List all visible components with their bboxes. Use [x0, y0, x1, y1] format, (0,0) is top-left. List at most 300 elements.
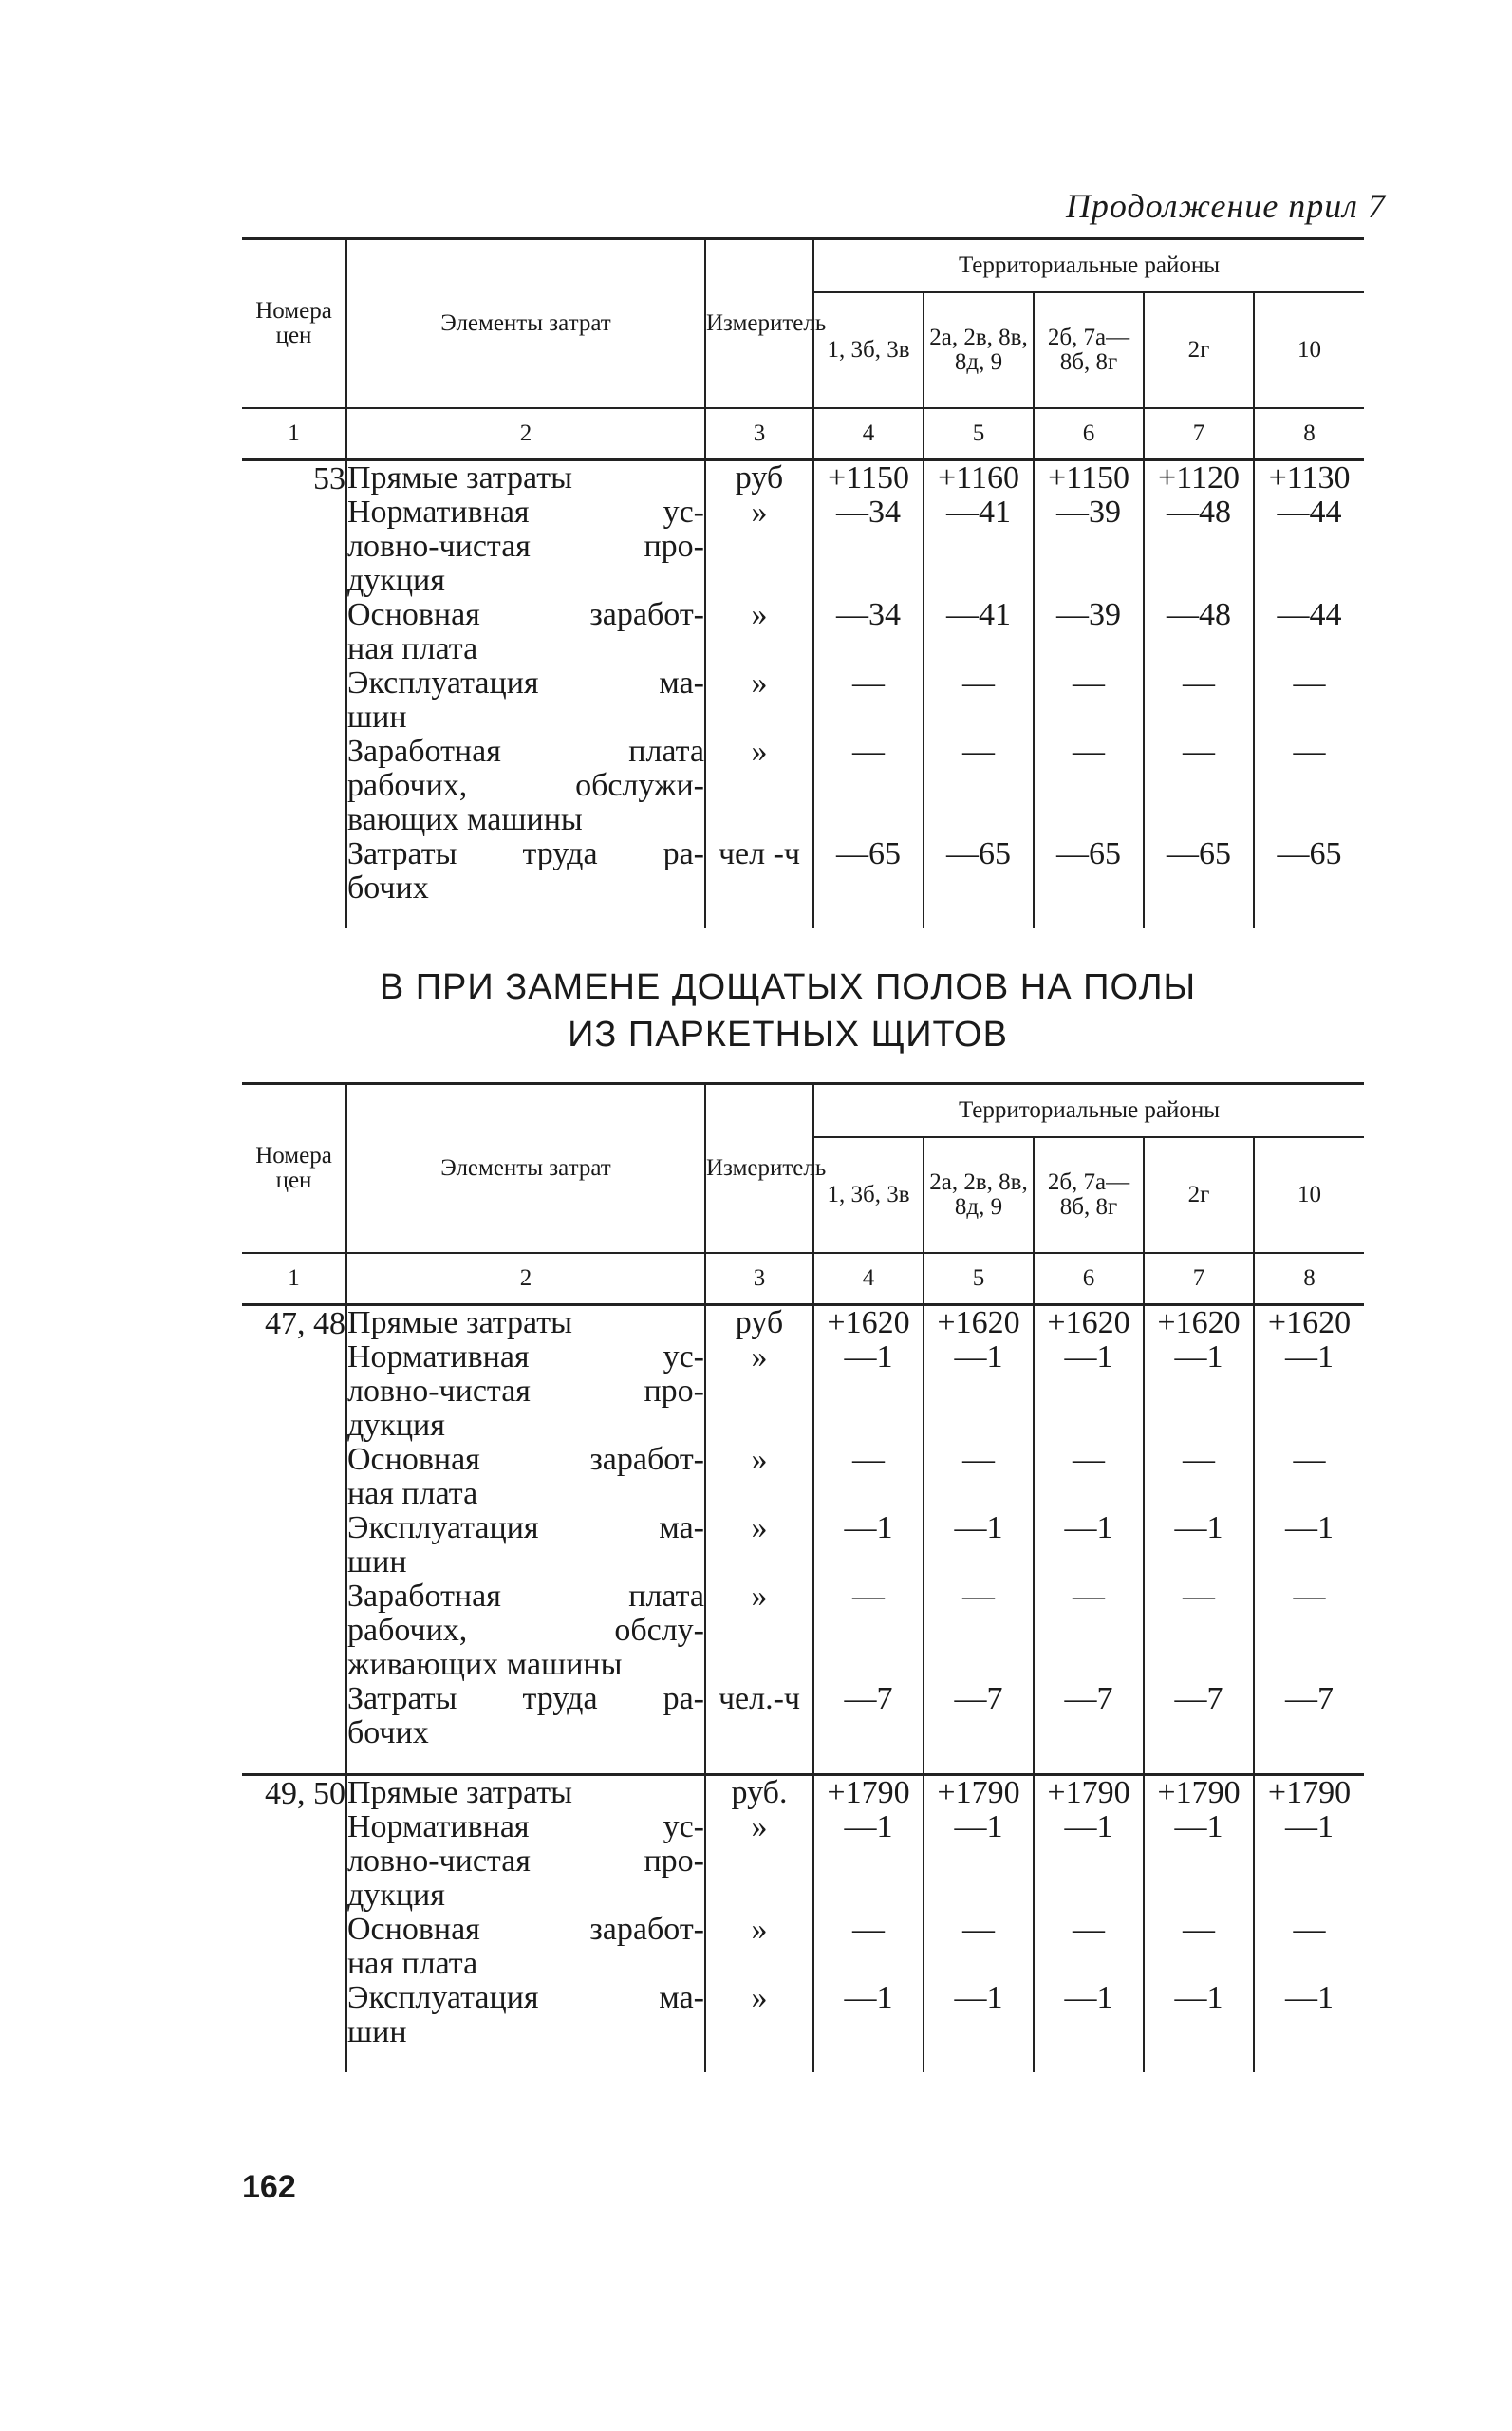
cost-value: +1150 — [828, 460, 909, 496]
column-index: 3 — [705, 408, 813, 460]
spacer-line — [1145, 1716, 1253, 1750]
column-index: 6 — [1034, 408, 1144, 460]
spacer-line — [706, 1648, 812, 1682]
header-district: 1, 3б, 3в — [813, 292, 924, 408]
spacer-line — [1255, 1879, 1364, 1913]
column-index: 4 — [813, 408, 924, 460]
header-district: 10 — [1297, 337, 1322, 363]
spacer-line — [924, 1614, 1033, 1648]
spacer-line — [1255, 1477, 1364, 1511]
continuation-label: Продолжение прил 7 — [1065, 187, 1386, 225]
spacer-line — [706, 1409, 812, 1443]
cost-value: —1 — [1174, 1510, 1223, 1545]
spacer-line — [924, 530, 1033, 564]
unit-value: » — [751, 1510, 768, 1545]
cost-value: —1 — [1174, 1809, 1223, 1844]
cost-value: +1790 — [1157, 1775, 1241, 1810]
spacer-line — [1035, 1374, 1143, 1409]
spacer-line — [706, 1545, 812, 1580]
value-cell — [924, 1305, 1034, 1775]
cost-value: —7 — [1064, 1681, 1113, 1716]
cost-element-line: Затраты труда ра- — [347, 1681, 704, 1716]
unit-value: » — [751, 1339, 768, 1374]
spacer-line — [814, 1947, 923, 1981]
cost-value: — — [1073, 665, 1105, 701]
cost-value: —1 — [954, 1339, 1003, 1374]
spacer-line — [814, 1477, 923, 1511]
cost-value: +1790 — [1047, 1775, 1130, 1810]
table-body — [242, 1305, 1364, 2073]
spacer-line — [706, 803, 812, 837]
cost-value: —39 — [1056, 495, 1121, 530]
cost-value: —65 — [946, 836, 1011, 871]
value-cell — [1034, 1775, 1144, 2073]
header-district: 2а, 2в, 8в, 8д, 9 — [924, 292, 1034, 408]
value-cell — [1254, 460, 1364, 929]
spacer-line — [924, 871, 1033, 906]
cost-table-2 — [242, 1082, 1364, 2072]
cost-value: —1 — [844, 1980, 893, 2015]
column-index: 8 — [1254, 408, 1364, 460]
spacer-line — [924, 803, 1033, 837]
cost-value: —48 — [1167, 597, 1231, 632]
spacer-line — [1145, 1614, 1253, 1648]
cost-value: +1120 — [1158, 460, 1240, 496]
column-index: 7 — [1144, 1253, 1254, 1305]
spacer-line — [814, 1374, 923, 1409]
spacer-line — [1145, 2015, 1253, 2049]
spacer-line — [1035, 1716, 1143, 1750]
price-number: 49, 50 — [242, 1775, 346, 2073]
cost-value: —7 — [844, 1681, 893, 1716]
cost-value: +1790 — [1267, 1775, 1352, 1810]
cost-element-line: дукция — [347, 1408, 445, 1443]
cost-value: —48 — [1167, 495, 1231, 530]
cost-value: —44 — [1277, 495, 1342, 530]
cost-value: — — [1293, 734, 1326, 769]
spacer-line — [1145, 871, 1253, 906]
spacer-line — [1255, 1374, 1364, 1409]
unit-value: » — [751, 734, 768, 769]
cost-element-line: Заработная плата — [347, 734, 704, 769]
spacer-line — [924, 701, 1033, 735]
spacer-line — [924, 1879, 1033, 1913]
cost-value: — — [1183, 1912, 1215, 1947]
spacer-line — [706, 1374, 812, 1409]
header-district: 1, 3б, 3в — [813, 1137, 924, 1253]
spacer-line — [924, 1374, 1033, 1409]
spacer-line — [1035, 564, 1143, 598]
spacer-line — [1145, 632, 1253, 666]
cost-value: —65 — [1167, 836, 1231, 871]
cost-value: — — [1293, 1442, 1326, 1477]
spacer-line — [1145, 1545, 1253, 1580]
spacer-line — [1145, 769, 1253, 803]
cost-element-line: рабочих, обслу- — [347, 1613, 704, 1648]
spacer-line — [706, 1716, 812, 1750]
cost-value: —34 — [836, 495, 901, 530]
spacer-line — [1035, 701, 1143, 735]
unit-value: руб. — [731, 1775, 788, 1810]
spacer-line — [814, 1716, 923, 1750]
spacer-line — [1035, 1648, 1143, 1682]
unit-value: » — [751, 1579, 768, 1614]
spacer-line — [1145, 1374, 1253, 1409]
value-cell — [1144, 460, 1254, 929]
section-title-line: ИЗ ПАРКЕТНЫХ ЩИТОВ — [568, 1015, 1008, 1055]
cost-value: — — [1073, 1579, 1105, 1614]
spacer-line — [924, 632, 1033, 666]
cost-value: —65 — [1056, 836, 1121, 871]
section-title — [313, 963, 1262, 1058]
unit-value: » — [751, 665, 768, 701]
unit-value: руб — [735, 460, 784, 496]
unit-value: » — [751, 1912, 768, 1947]
cost-value: — — [852, 1579, 885, 1614]
value-cell — [1254, 1775, 1364, 2073]
cost-element-line: ловно-чистая про- — [347, 529, 704, 564]
header-district: 2б, 7а—8б, 8г — [1034, 1137, 1144, 1253]
spacer-line — [924, 2015, 1033, 2049]
cost-element-line: ловно-чистая про- — [347, 1374, 704, 1409]
spacer-line — [1255, 701, 1364, 735]
spacer-line — [1145, 1879, 1253, 1913]
cost-value: —1 — [954, 1980, 1003, 2015]
column-index: 6 — [1034, 1253, 1144, 1305]
spacer-line — [1035, 1545, 1143, 1580]
header-territorial: Территориальные районы — [813, 1084, 1364, 1138]
unit-value: руб — [735, 1305, 784, 1340]
cost-element-line: ловно-чистая про- — [347, 1843, 704, 1879]
cost-value: — — [1073, 1912, 1105, 1947]
cost-element-line: ная плата — [347, 1946, 478, 1981]
cost-element-line: Основная заработ- — [347, 1912, 704, 1947]
spacer-line — [1255, 632, 1364, 666]
spacer-line — [1255, 1409, 1364, 1443]
cost-value: —44 — [1277, 597, 1342, 632]
spacer-line — [706, 2015, 812, 2049]
spacer-line — [814, 803, 923, 837]
cost-value: —1 — [1064, 1339, 1113, 1374]
spacer-line — [1255, 1648, 1364, 1682]
spacer-line — [706, 769, 812, 803]
header-district: 2а, 2в, 8в, 8д, 9 — [924, 1137, 1034, 1253]
cost-value: —1 — [1064, 1510, 1113, 1545]
cost-element-line: Эксплуатация ма- — [347, 665, 704, 701]
cost-value: —39 — [1056, 597, 1121, 632]
table-row — [242, 1775, 1364, 2073]
spacer-line — [1145, 701, 1253, 735]
cost-value: —1 — [1064, 1809, 1113, 1844]
price-number: 53 — [242, 460, 346, 929]
price-number: 47, 48 — [242, 1305, 346, 1775]
value-cell — [1034, 460, 1144, 929]
cost-table-1 — [242, 237, 1364, 928]
spacer-line — [1035, 803, 1143, 837]
column-index: 1 — [242, 408, 346, 460]
cost-value: —1 — [844, 1510, 893, 1545]
spacer-line — [706, 701, 812, 735]
spacer-line — [814, 1614, 923, 1648]
cost-value: — — [1183, 665, 1215, 701]
cost-value: +1620 — [1157, 1305, 1241, 1340]
cost-value: — — [1183, 1579, 1215, 1614]
column-index: 3 — [705, 1253, 813, 1305]
cost-element-line: Основная заработ- — [347, 1442, 704, 1477]
spacer-line — [1035, 1477, 1143, 1511]
cost-value: — — [962, 1442, 995, 1477]
cost-element-line: Нормативная ус- — [347, 1339, 704, 1374]
cost-element-line: ная плата — [347, 1476, 478, 1511]
value-cell — [924, 460, 1034, 929]
spacer-line — [814, 1545, 923, 1580]
cost-element-line: бочих — [347, 870, 429, 906]
value-cell — [1034, 1305, 1144, 1775]
value-cell — [924, 1775, 1034, 2073]
spacer-line — [1255, 769, 1364, 803]
cost-value: — — [1073, 734, 1105, 769]
cost-element-line: вающих машины — [347, 802, 583, 837]
spacer-line — [1255, 1716, 1364, 1750]
spacer-line — [706, 871, 812, 906]
header-number: Номера цен — [242, 239, 346, 409]
value-cell — [1254, 1305, 1364, 1775]
cost-value: +1130 — [1268, 460, 1351, 496]
cost-value: — — [1293, 1912, 1326, 1947]
cost-element-line: Эксплуатация ма- — [347, 1510, 704, 1545]
spacer-line — [1145, 530, 1253, 564]
header-number: Номера цен — [242, 1084, 346, 1254]
spacer-line — [1255, 1614, 1364, 1648]
spacer-line — [924, 1947, 1033, 1981]
header-territorial: Территориальные районы — [813, 239, 1364, 293]
cost-value: —1 — [1285, 1510, 1335, 1545]
header-district: 2г — [1144, 1137, 1254, 1253]
header-unit: Измеритель — [705, 1084, 813, 1254]
cost-element-line: дукция — [347, 563, 445, 598]
cost-value: +1620 — [1047, 1305, 1130, 1340]
spacer-line — [1145, 803, 1253, 837]
column-index: 5 — [924, 408, 1034, 460]
cost-value: +1620 — [937, 1305, 1020, 1340]
cost-value: —1 — [1285, 1980, 1335, 2015]
cost-value: +1620 — [1267, 1305, 1352, 1340]
unit-value: » — [751, 1442, 768, 1477]
spacer-line — [1145, 1947, 1253, 1981]
cost-element-line: ная плата — [347, 631, 478, 666]
spacer-line — [1035, 1844, 1143, 1879]
value-cell — [813, 1305, 924, 1775]
cost-element-line: шин — [347, 2014, 407, 2049]
table-row — [242, 1305, 1364, 1775]
cost-value: — — [962, 734, 995, 769]
spacer-line — [706, 564, 812, 598]
value-cell — [813, 460, 924, 929]
value-cell — [1144, 1305, 1254, 1775]
spacer-line — [924, 1716, 1033, 1750]
spacer-line — [1035, 1614, 1143, 1648]
page-number: 162 — [242, 2169, 296, 2205]
spacer-line — [1035, 769, 1143, 803]
spacer-line — [814, 1409, 923, 1443]
cost-value: —65 — [836, 836, 901, 871]
cost-value: — — [962, 665, 995, 701]
spacer-line — [814, 1648, 923, 1682]
column-index: 8 — [1254, 1253, 1364, 1305]
cost-element-line: бочих — [347, 1715, 429, 1750]
spacer-line — [1255, 803, 1364, 837]
header-elements: Элементы затрат — [346, 239, 705, 409]
cost-value: —1 — [844, 1809, 893, 1844]
cost-value: —7 — [1285, 1681, 1335, 1716]
spacer-line — [1035, 2015, 1143, 2049]
spacer-line — [1255, 871, 1364, 906]
cost-elements-cell — [346, 460, 705, 929]
spacer-line — [1035, 1947, 1143, 1981]
cost-value: — — [962, 1912, 995, 1947]
cost-elements-cell — [346, 1305, 705, 1775]
spacer-line — [814, 530, 923, 564]
column-index: 2 — [346, 1253, 705, 1305]
spacer-line — [814, 701, 923, 735]
cost-value: —41 — [946, 495, 1011, 530]
cost-value: —1 — [844, 1339, 893, 1374]
column-index: 1 — [242, 1253, 346, 1305]
spacer-line — [1255, 2015, 1364, 2049]
header-unit: Измеритель — [705, 239, 813, 409]
column-index: 5 — [924, 1253, 1034, 1305]
spacer-line — [1255, 530, 1364, 564]
spacer-line — [1145, 564, 1253, 598]
cost-value: — — [852, 1442, 885, 1477]
spacer-line — [1035, 871, 1143, 906]
cost-element-line: шин — [347, 700, 407, 735]
column-index: 2 — [346, 408, 705, 460]
spacer-line — [1255, 1545, 1364, 1580]
cost-value: —1 — [1285, 1339, 1335, 1374]
spacer-line — [814, 564, 923, 598]
cost-value: — — [1183, 1442, 1215, 1477]
cost-elements-cell — [346, 1775, 705, 2073]
cost-element-line: живающих машины — [347, 1647, 623, 1682]
spacer-line — [706, 1477, 812, 1511]
spacer-line — [924, 564, 1033, 598]
header-elements: Элементы затрат — [346, 1084, 705, 1254]
cost-element-line: Затраты труда ра- — [347, 836, 704, 871]
cost-value: — — [1073, 1442, 1105, 1477]
cost-element-line: Эксплуатация ма- — [347, 1980, 704, 2015]
cost-element-line: Основная заработ- — [347, 597, 704, 632]
cost-value: —34 — [836, 597, 901, 632]
cost-value: —1 — [1064, 1980, 1113, 2015]
section-title-line: В ПРИ ЗАМЕНЕ ДОЩАТЫХ ПОЛОВ НА ПОЛЫ — [379, 967, 1197, 1007]
cost-value: — — [1183, 734, 1215, 769]
spacer-line — [924, 1844, 1033, 1879]
spacer-line — [706, 1947, 812, 1981]
spacer-line — [814, 871, 923, 906]
spacer-line — [1035, 1409, 1143, 1443]
unit-value: » — [751, 597, 768, 632]
cost-value: — — [852, 1912, 885, 1947]
spacer-line — [924, 1409, 1033, 1443]
value-cell — [813, 1775, 924, 2073]
cost-value: —1 — [1285, 1809, 1335, 1844]
unit-value: чел -ч — [718, 836, 801, 871]
cost-value: —65 — [1277, 836, 1342, 871]
cost-value: — — [962, 1579, 995, 1614]
spacer-line — [1035, 632, 1143, 666]
cost-value: +1790 — [827, 1775, 910, 1810]
spacer-line — [924, 1648, 1033, 1682]
spacer-line — [814, 769, 923, 803]
cost-value: —7 — [1174, 1681, 1223, 1716]
spacer-line — [814, 1844, 923, 1879]
cost-value: —41 — [946, 597, 1011, 632]
unit-value: чел.-ч — [718, 1681, 801, 1716]
unit-cell — [705, 1775, 813, 2073]
cost-value: +1150 — [1048, 460, 1129, 496]
cost-value: — — [852, 734, 885, 769]
header-district: 10 — [1297, 1182, 1322, 1207]
spacer-line — [1035, 530, 1143, 564]
cost-element-line: дукция — [347, 1878, 445, 1913]
cost-value: —1 — [954, 1510, 1003, 1545]
spacer-line — [924, 769, 1033, 803]
cost-value: — — [852, 665, 885, 701]
unit-cell — [705, 460, 813, 929]
cost-value: —1 — [954, 1809, 1003, 1844]
cost-element-line: рабочих, обслужи- — [347, 768, 704, 803]
cost-element-line: Нормативная ус- — [347, 495, 704, 530]
cost-value: —1 — [1174, 1980, 1223, 2015]
cost-value: — — [1293, 1579, 1326, 1614]
spacer-line — [1145, 1477, 1253, 1511]
header-district: 2г — [1144, 292, 1254, 408]
spacer-line — [814, 632, 923, 666]
spacer-line — [1035, 1879, 1143, 1913]
spacer-line — [706, 1879, 812, 1913]
cost-element-line: Прямые затраты — [347, 1305, 572, 1340]
unit-value: » — [751, 495, 768, 530]
cost-value: —7 — [954, 1681, 1003, 1716]
cost-value: +1790 — [937, 1775, 1020, 1810]
spacer-line — [924, 1477, 1033, 1511]
spacer-line — [1255, 1947, 1364, 1981]
cost-element-line: Прямые затраты — [347, 460, 572, 496]
spacer-line — [706, 1844, 812, 1879]
column-index: 4 — [813, 1253, 924, 1305]
spacer-line — [706, 530, 812, 564]
cost-element-line: шин — [347, 1544, 407, 1580]
column-index: 7 — [1144, 408, 1254, 460]
value-cell — [1144, 1775, 1254, 2073]
cost-value: +1160 — [938, 460, 1019, 496]
table-row — [242, 460, 1364, 929]
cost-element-line: Заработная плата — [347, 1579, 704, 1614]
spacer-line — [1255, 564, 1364, 598]
cost-value: —1 — [1174, 1339, 1223, 1374]
cost-element-line: Прямые затраты — [347, 1775, 572, 1810]
table-body — [242, 460, 1364, 929]
header-district: 2б, 7а—8б, 8г — [1034, 292, 1144, 408]
cost-value: — — [1293, 665, 1326, 701]
unit-value: » — [751, 1980, 768, 2015]
spacer-line — [706, 1614, 812, 1648]
spacer-line — [706, 632, 812, 666]
spacer-line — [814, 1879, 923, 1913]
spacer-line — [1255, 1844, 1364, 1879]
spacer-line — [814, 2015, 923, 2049]
